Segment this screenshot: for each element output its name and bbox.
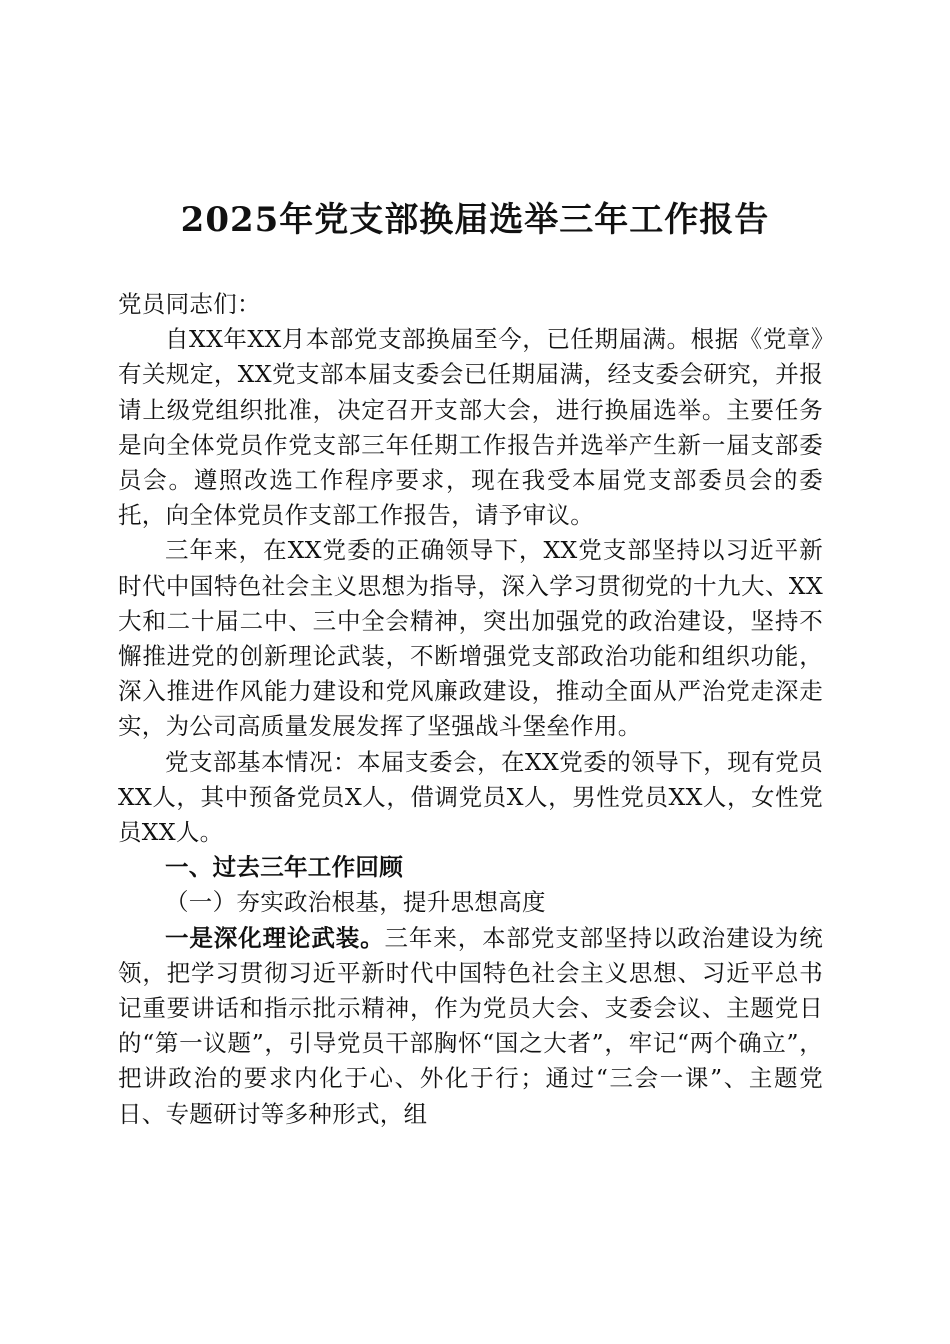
paragraph-basic-info: 党支部基本情况：本届支委会，在XX党委的领导下，现有党员XX人，其中预备党员X人，借调党员X人，男性党员XX人，女性党员XX人。 (118, 747, 823, 847)
paragraph-text: 三年来，本部党支部坚持以政治建设为统领，把学习贯彻习近平新时代中国特色社会主义思想、习近平总书记重要讲话和指示批示精神，作为党员大会、支委会议、主题党日的“第一议题”，引导党员干部胸怀“国之大者”，牢记“两个确立”，把讲政治的要求内化于心、外化于行；通过“三会一课”、主题党日、专题研讨等多种形式，组 (118, 923, 823, 1128)
paragraph-theory (118, 921, 823, 1132)
salutation: 党员同志们： (118, 290, 261, 318)
section-heading: 一、过去三年工作回顾 (165, 853, 403, 882)
document-title: 2025年党支部换届选举三年工作报告 (180, 200, 770, 240)
paragraph-lead: 一是深化理论武装。 (165, 923, 385, 952)
subsection-heading: （一）夯实政治根基，提升思想高度 (165, 888, 546, 917)
paragraph-intro: 自XX年XX月本部党支部换届至今，已任期届满。根据《党章》有关规定，XX党支部本届支委会已任期届满，经支委会研究，并报请上级党组织批准，决定召开支部大会，进行换届选举。主要任务是向全体党员作党支部三年任期工作报告并选举产生新一届支部委员会。遵照改选工作程序要求，现在我受本届党支部委员会的委托，向全体党员作支部工作报告，请予审议。 (118, 325, 823, 530)
document-body (118, 287, 823, 1132)
paragraph-summary: 三年来，在XX党委的正确领导下，XX党支部坚持以习近平新时代中国特色社会主义思想为指导，深入学习贯彻党的十九大、XX大和二十届二中、三中全会精神，突出加强党的政治建设，坚持不懈推进党的创新理论武装，不断增强党支部政治功能和组织功能，深入推进作风能力建设和党风廉政建设，推动全面从严治党走深走实，为公司高质量发展发挥了坚强战斗堡垒作用。 (118, 536, 823, 741)
